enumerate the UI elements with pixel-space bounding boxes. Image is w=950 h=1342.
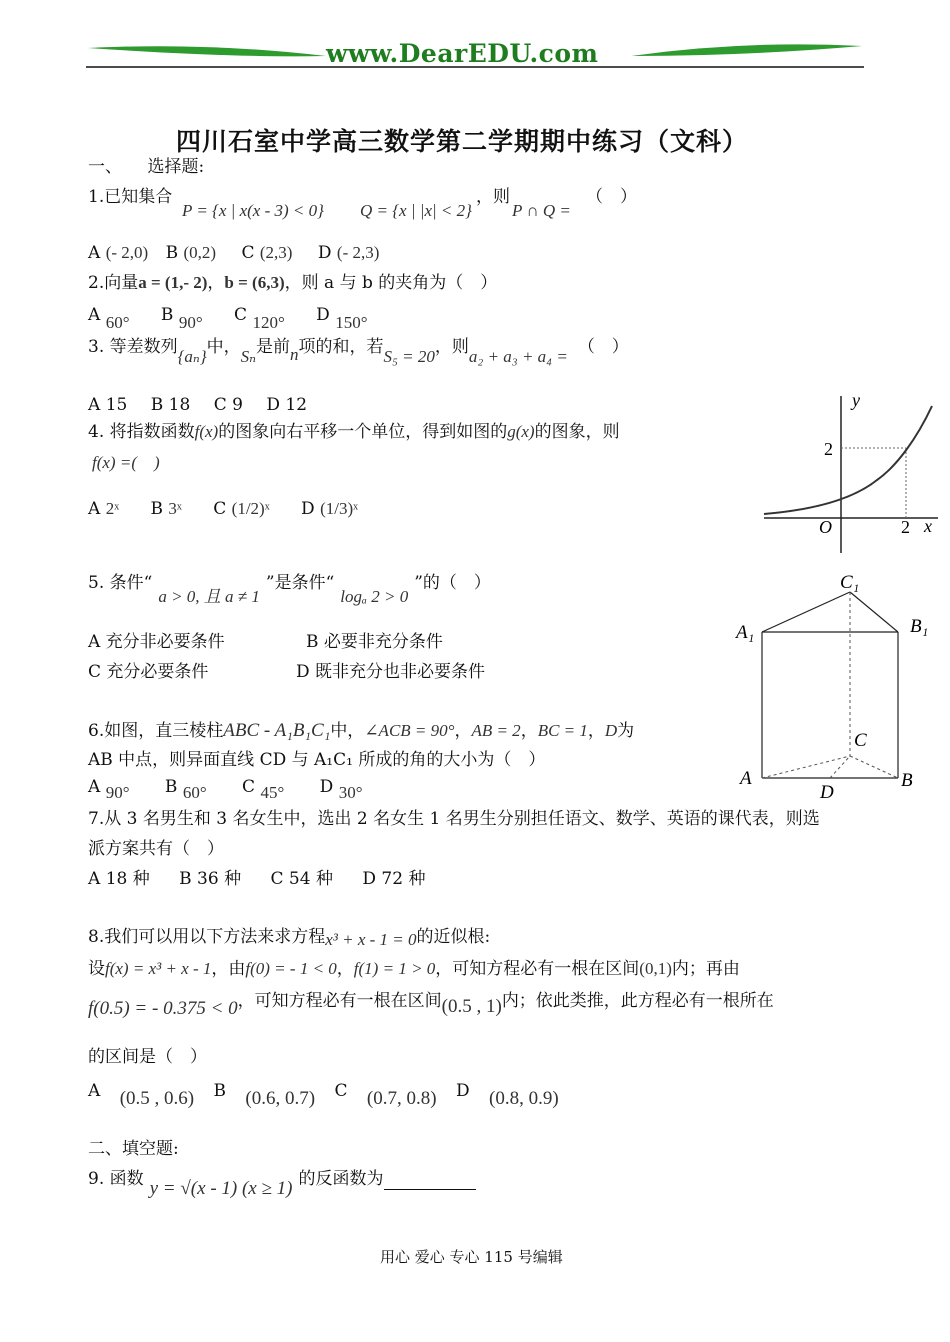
q9-stem: 9. 函数	[88, 1169, 144, 1189]
q5-mid: ”是条件“	[265, 573, 335, 593]
q7-option-b-label: B	[179, 869, 192, 889]
q8-line4: 的区间是（ ）	[88, 1047, 207, 1067]
q8-option-a: (0.5 , 0.6)	[119, 1088, 195, 1109]
q3-line	[88, 336, 629, 366]
q6-line1c: ，	[587, 721, 605, 741]
q4-option-c-label: C	[213, 499, 227, 519]
q7-options	[88, 868, 425, 890]
q2-option-b-label: B	[160, 305, 174, 325]
graph-origin: O	[819, 517, 832, 537]
q4-line1c: 的图象，则	[534, 422, 620, 442]
q5-cond2: logₐ 2 > 0	[340, 587, 409, 606]
q3-options	[88, 394, 307, 416]
graph-y-tick: 2	[824, 439, 833, 459]
q6-option-d: 30°	[338, 783, 363, 802]
page-title: 四川石室中学高三数学第二学期期中练习（文科）	[176, 127, 749, 156]
q1-option-a: (- 2,0)	[105, 243, 149, 262]
site-logo: www.DearEDU.com	[326, 39, 599, 68]
q6-option-a-label: A	[88, 777, 101, 797]
q3-option-c: 9	[232, 395, 243, 415]
header-banner	[86, 38, 864, 70]
q9-answer-blank[interactable]	[384, 1171, 476, 1190]
q1-option-d: (- 2,3)	[336, 243, 380, 262]
q8-int2: (0.5 , 1)	[441, 996, 502, 1017]
q6-line1d: 为	[617, 721, 635, 741]
section-choice-heading: 一、 选择题:	[88, 157, 205, 177]
q6-line1a: 6.如图，直三棱柱	[88, 721, 224, 741]
q2-tail: ，则 a 与 b 的夹角为（ ）	[284, 273, 498, 293]
q8-line2a: 设	[88, 959, 105, 979]
q3-expr: a₂ + a₃ + a₄ =	[468, 347, 568, 366]
q2-option-d-label: D	[316, 305, 330, 325]
q8-option-d-label: D	[455, 1081, 470, 1101]
q6-bc: BC = 1	[537, 721, 588, 740]
q7-line2: 派方案共有（ ）	[88, 839, 224, 859]
q3-seq: {aₙ}	[177, 347, 207, 366]
page-footer: 用心 爱心 专心 115 号编辑	[380, 1248, 563, 1266]
q7-option-c-label: C	[270, 869, 284, 889]
q2-option-c: 120°	[252, 313, 285, 332]
q6-d: D	[604, 721, 618, 740]
q1-stem: 1.已知集合	[88, 187, 173, 207]
q8-line2c: ，	[336, 959, 354, 979]
q4-option-d: (1/3)ˣ	[320, 499, 359, 518]
fig-label-b: B	[901, 770, 913, 791]
q8-line3	[88, 990, 774, 1019]
q6-option-b: 60°	[182, 783, 207, 802]
q6-option-c-label: C	[242, 777, 256, 797]
q8-line1b: 的近似根:	[416, 927, 491, 947]
q3-option-a-label: A	[88, 395, 101, 415]
q7-option-d-label: D	[362, 869, 377, 889]
q8-option-c-label: C	[334, 1081, 348, 1101]
q2-line: 2.向量a = (1,- 2)，b = (6,3)，则 a 与 b 的夹角为（ ）	[88, 273, 498, 293]
q3-option-a: 15	[105, 395, 128, 415]
q3-sn: Sₙ	[240, 347, 257, 366]
q3-option-b-label: B	[150, 395, 164, 415]
q6-prism: ABC - A₁B₁C₁	[223, 720, 331, 741]
q1-expr: P ∩ Q =	[512, 201, 571, 220]
q5-option-c: C 充分必要条件	[88, 662, 209, 682]
q8-options	[88, 1080, 559, 1109]
q3-n: n	[290, 345, 299, 364]
q9-func: y = √(x - 1) (x ≥ 1)	[149, 1178, 293, 1199]
q2-option-a-label: A	[88, 305, 101, 325]
q5-option-a: A 充分非必要条件	[88, 632, 225, 652]
q4-option-d-label: D	[301, 499, 315, 519]
q1-option-b: (0,2)	[183, 243, 217, 262]
q1-blank: （ ）	[586, 187, 637, 207]
q8-option-b: (0.6, 0.7)	[245, 1088, 316, 1109]
q4-gx: g(x)	[507, 422, 535, 441]
q8-int1: (0,1)	[639, 959, 672, 978]
q8-f0: f(0) = - 1 < 0	[245, 959, 337, 978]
q3-option-b: 18	[168, 395, 191, 415]
q8-line2b: ，由	[211, 959, 246, 979]
q3-option-c-label: C	[213, 395, 227, 415]
q4-option-a-label: A	[88, 499, 101, 519]
q3-t1: 中，	[206, 337, 241, 357]
q6-line2: AB 中点，则异面直线 CD 与 A₁C₁ 所成的角的大小为（ ）	[88, 750, 546, 770]
q3-t3: 项的和，若	[298, 337, 384, 357]
q4-line1b: 的图象向右平移一个单位，得到如图的	[218, 422, 508, 442]
q5-tail: ”的（ ）	[414, 573, 491, 593]
q8-line1	[88, 926, 490, 948]
q8-line2	[88, 958, 740, 980]
q5-line	[88, 572, 491, 606]
q6-option-b-label: B	[164, 777, 178, 797]
q6-option-d-label: D	[319, 777, 334, 797]
section-fill-heading: 二、填空题:	[88, 1139, 179, 1159]
q7-option-b: 36 种	[197, 869, 242, 889]
q7-option-a-label: A	[88, 869, 101, 889]
q4-option-b: 3ˣ	[168, 499, 182, 518]
q8-line2e: 内；再由	[671, 959, 740, 979]
q1-option-c-label: C	[241, 243, 255, 263]
q4-options	[88, 498, 358, 520]
q3-t2: 是前	[256, 337, 291, 357]
q2-vector-b: b = (6,3)	[224, 273, 285, 292]
q4-option-a: 2ˣ	[105, 499, 120, 518]
q2-option-a: 60°	[105, 313, 130, 332]
q6-options	[88, 776, 363, 802]
q1-options	[88, 242, 379, 264]
q8-option-d: (0.8, 0.9)	[489, 1088, 559, 1109]
q6-prism-figure	[734, 570, 929, 803]
q2-options	[88, 304, 368, 332]
q1-set-q: Q = {x | |x| < 2}	[360, 201, 472, 220]
q3-option-d-label: D	[266, 395, 280, 415]
q6-ab: AB = 2	[471, 721, 521, 740]
q6-line1b: 中，	[330, 721, 365, 741]
q2-vector-a: a = (1,- 2)	[138, 273, 208, 292]
q3-stem: 3. 等差数列	[88, 337, 178, 357]
q4-option-b-label: B	[150, 499, 164, 519]
q1-option-b-label: B	[165, 243, 179, 263]
q1-option-c: (2,3)	[259, 243, 293, 262]
graph-y-label: y	[852, 390, 860, 410]
q1-set-p: P = {x | x(x - 3) < 0}	[182, 201, 324, 220]
q2-option-c-label: C	[234, 305, 248, 325]
fig-label-a1: A₁	[736, 622, 755, 643]
q8-line2d: ，可知方程必有一根在区间	[435, 959, 640, 979]
q1-option-d-label: D	[317, 243, 332, 263]
q5-cond1: a > 0, 且 a ≠ 1	[158, 587, 260, 606]
q4-line1a: 4. 将指数函数	[88, 422, 195, 442]
q9-tail: 的反函数为	[298, 1169, 384, 1189]
q8-fdef: f(x) = x³ + x - 1	[105, 959, 212, 978]
q3-t4: ，则	[434, 337, 469, 357]
q3-blank: （ ）	[577, 337, 629, 357]
q4-fx: f(x)	[194, 422, 219, 441]
graph-x-label: x	[924, 516, 932, 536]
q2-stem: 2.向量	[88, 273, 139, 293]
q8-option-c: (0.7, 0.8)	[366, 1088, 437, 1109]
q4-line2: f(x) =( )	[92, 453, 160, 472]
q4-graph	[762, 388, 942, 558]
fig-label-a: A	[740, 768, 752, 789]
fig-label-c1: C₁	[840, 572, 860, 593]
q5-option-d: D 既非充分也非必要条件	[296, 662, 486, 682]
fig-label-d: D	[820, 782, 834, 803]
q6-line1: 6.如图，直三棱柱ABC - A₁B₁C₁中，∠ACB = 90°，AB = 2，BC = 1，D为	[88, 720, 635, 741]
graph-x-tick: 2	[901, 517, 910, 537]
q8-line3a: ，可知方程必有一根在区间	[237, 991, 442, 1011]
fig-label-c: C	[854, 730, 867, 751]
q8-line1a: 8.我们可以用以下方法来求方程	[88, 927, 326, 947]
q1-mid: ，则	[476, 187, 510, 207]
q8-line3b: 内；依此类推，此方程必有一根所在	[501, 991, 774, 1011]
q6-option-c: 45°	[260, 783, 285, 802]
q3-s5: S₅ = 20	[383, 347, 435, 366]
q5-stem: 5. 条件“	[88, 573, 153, 593]
q7-line1: 7.从 3 名男生和 3 名女生中，选出 2 名女生 1 名男生分别担任语文、数学、英语的课代表，则选	[88, 809, 820, 829]
graph-curve	[764, 406, 932, 514]
q4-line1	[88, 421, 620, 443]
q8-option-b-label: B	[213, 1081, 226, 1101]
q6-angle: ∠ACB = 90°	[364, 721, 455, 740]
q4-option-c: (1/2)ˣ	[231, 499, 270, 518]
q8-f1: f(1) = 1 > 0	[353, 959, 436, 978]
q8-option-a-label: A	[88, 1081, 101, 1101]
q5-option-b: B 必要非充分条件	[306, 632, 443, 652]
q7-option-a: 18 种	[105, 869, 150, 889]
fig-label-b1: B₁	[910, 616, 929, 637]
q7-option-d: 72 种	[381, 869, 426, 889]
q1-option-a-label: A	[88, 243, 101, 263]
q3-option-d: 12	[285, 395, 308, 415]
q9-line	[88, 1168, 476, 1199]
q8-f05: f(0.5) = - 0.375 < 0	[88, 998, 238, 1019]
q2-option-b: 90°	[178, 313, 203, 332]
q2-option-d: 150°	[335, 313, 368, 332]
q7-option-c: 54 种	[288, 869, 333, 889]
q6-option-a: 90°	[105, 783, 130, 802]
q8-eq: x³ + x - 1 = 0	[325, 930, 417, 949]
